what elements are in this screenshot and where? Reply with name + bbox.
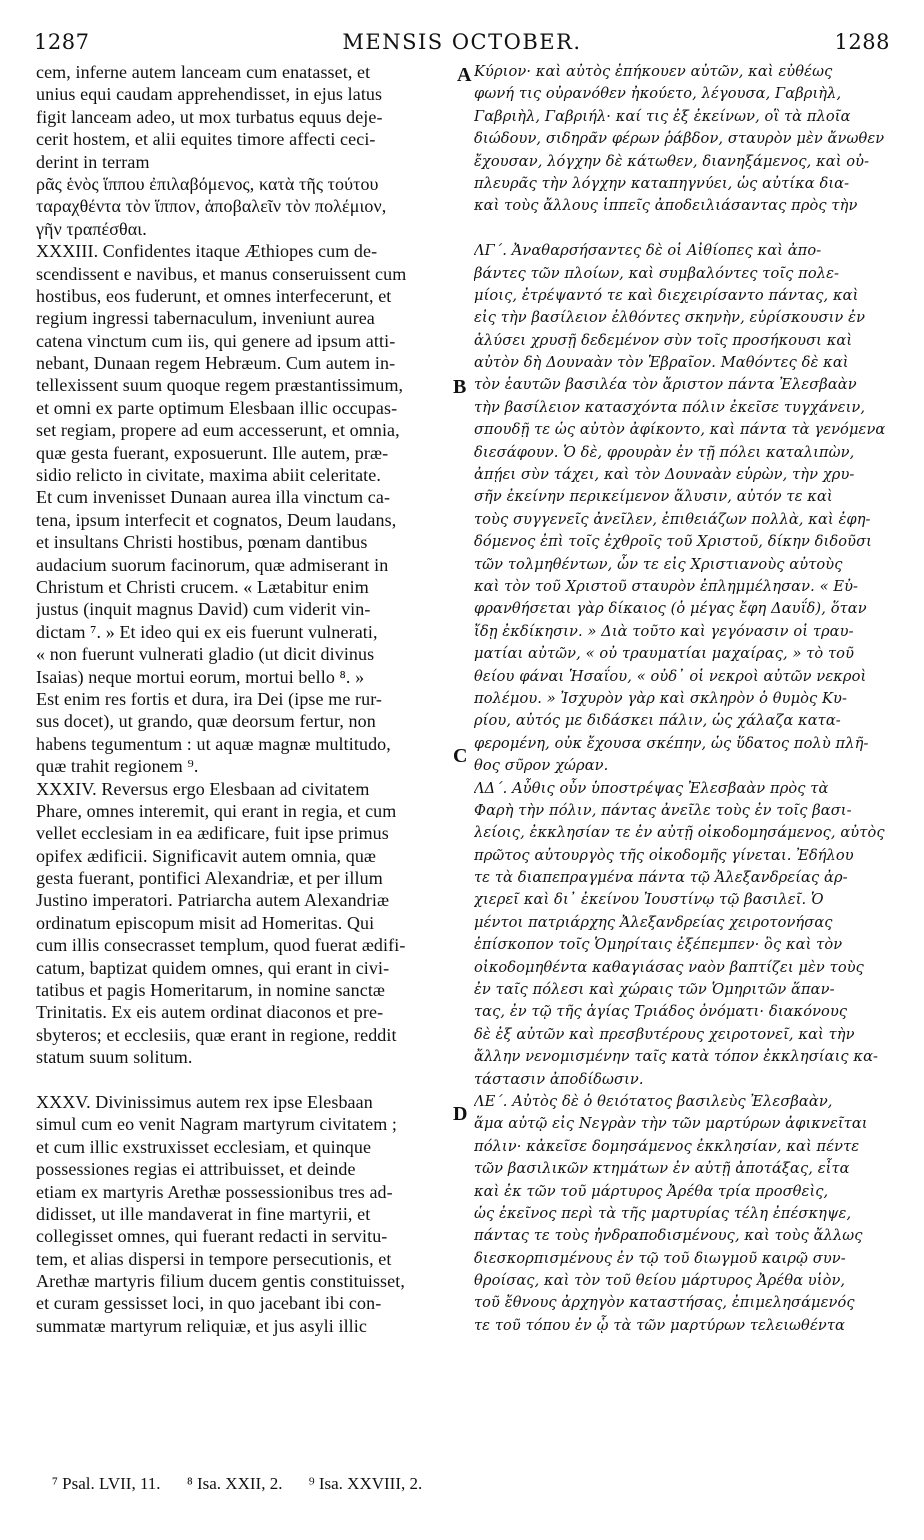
latin-text-line: figit lanceam adeo, ut mox turbatus equus deje- [36,106,383,127]
latin-text-line: XXXV. Divinissimus autem rex ipse Elesbaan [36,1091,373,1112]
greek-text-line: τῶν βασιλικῶν κτημάτων ἐν αὐτῇ ἀποτάξας, εἶτα [474,1160,850,1178]
latin-text-line: Trinitatis. Ex eis autem ordinat diaconos et pre- [36,1002,384,1023]
latin-text-line: summatæ martyrum reliquiæ, et jus asyli illic [36,1315,367,1336]
latin-text-line: didisset, ut ille mandaverat in fine martyrii, et [36,1203,371,1224]
latin-text-line: XXXIII. Confidentes itaque Æthiopes cum de- [36,241,378,262]
latin-text-line: sbyteros; et ecclesiis, quæ erant in regione, reddit [36,1024,397,1045]
greek-text-line: δόμενος ἐπὶ τοῖς ἐχθροῖς τοῦ Χριστοῦ, δίκην διδοῦσι [474,533,872,551]
latin-text-line: gesta fuerant, pontifici Alexandriæ, et per illum [36,868,383,889]
greek-text-line: ἁλύσει χρυσῇ δεδεμένον σὺν τοῖς προσήκουσι καὶ [474,331,853,349]
latin-text-line: sus docet), ut grando, quæ deorsum fertur, non [36,711,376,732]
latin-text-line: simul cum eo venit Nagram martyrum civitatem ; [36,1114,398,1135]
greek-text-line: διεσάφουν. Ὁ δὲ, φρουρὰν ἐν τῇ πόλει καταλιπὼν, [474,443,855,461]
greek-text-line: πάντας τε τοὺς ἠνδραποδισμένους, καὶ τοὺς ἄλλως [474,1227,863,1245]
greek-text-line: ἔχουσαν, λόγχην δὲ κάτωθεν, διανηξάμενος, καὶ οὐ- [474,152,870,170]
latin-text-line: γῆν τραπέσθαι. [36,218,147,239]
greek-text-line: φερομένη, οὐκ ἔχουσα σκέπην, ὡς ὕδατος πολὺ πλῆ- [474,734,869,752]
latin-text-line: « non fuerunt vulnerati gladio (ut dicit divinus [36,644,375,665]
greek-text-line: ἀπῄει σὺν τάχει, καὶ τὸν Δουναὰν εὑρὼν, τὴν χρυ- [474,466,855,484]
greek-text-line: τῶν τολμηθέντων, ὧν τε εἰς Χριστιανοὺς αὐτοὺς [474,555,843,573]
greek-text-line: ΛΕ΄. Αὐτὸς δὲ ὁ θειότατος βασιλεὺς Ἐλεσβαὰν, [474,1092,833,1110]
latin-text-line: Christum et Christi crucem. « Lætabitur enim [36,576,369,597]
greek-text-line: ἐπίσκοπον τοῖς Ὁμηρίταις ἐξέπεμπεν· ὃς καὶ τὸν [474,936,843,954]
latin-text-line: et insultans Christi hostibus, pœnam dantibus [36,532,368,553]
greek-text-line: πόλιν· κἀκεῖσε δομησάμενος ἐκκλησίαν, καὶ πέντε [474,1137,860,1155]
latin-text-line: opifex ædificii. Significavit autem omnia, quæ [36,845,377,866]
greek-text-line: καὶ τοὺς ἄλλους ἱππεῖς ἀποδειλιάσαντας πρὸς τὴν [474,197,858,215]
latin-text-line: Arethæ martyris filium ducem gentis constituisset, [36,1271,405,1292]
margin-letter-d: D [453,1103,468,1125]
greek-text-line: λείοις, ἐκκλησίαν τε ἐν αὐτῇ οἰκοδομησάμενος, αὐτὸς [474,824,885,842]
greek-text-line: σπουδῇ τε ὡς αὐτὸν ἀφίκοντο, καὶ πάντα τὰ γενόμενα [474,421,886,439]
greek-text-line: ἅμα αὐτῷ εἰς Νεγρὰν τὴν τῶν μαρτύρων ἀφικνεῖται [474,1115,868,1133]
greek-text-line: αὐτὸν δὴ Δουναὰν τὸν Ἑβραῖον. Μαθόντες δὲ καὶ [474,354,849,372]
greek-text-line: ρίου, αὐτός με διδάσκει πάλιν, ὡς χάλαζα κατα- [474,712,841,730]
greek-text-line: βάντες τῶν πλοίων, καὶ συμβαλόντες τοῖς πολε- [474,264,840,282]
greek-text-line: μέντοι πατριάρχης Ἀλεξανδρείας χειροτονήσας [474,913,833,931]
footnote-7: ⁷ Psal. LVII, 11. [52,1474,161,1493]
greek-text-line: δὲ ἐξ αὐτῶν καὶ πρεσβυτέρους χειροτονεῖ, καὶ τὴν [474,1025,855,1043]
latin-text-line [36,1069,456,1091]
greek-text-line: θος σῦρον χώραν. [474,757,609,775]
greek-text-line: πολέμου. » Ἰσχυρὸν γὰρ καὶ σκληρὸν ὁ θυμὸς Κυ- [474,689,848,707]
page-number-right: 1288 [834,30,890,54]
latin-text-line: tena, ipsum interfecit et cognatos, Deum laudans, [36,509,397,530]
latin-text-line: justus (inquit magnus David) cum viderit vin- [36,599,371,620]
latin-text-line: tem, et alias dispersi in tempore persecutionis, et [36,1248,392,1269]
footnote-9: ⁹ Isa. XXVIII, 2. [308,1474,423,1493]
greek-text-line: τε τὰ διαπεπραγμένα πάντα τῷ Ἀλεξανδρείας ἀρ- [474,869,848,887]
latin-text-line: quæ trahit regionem ⁹. [36,756,199,777]
greek-text-line: ἴδῃ ἐκδίκησιν. » Διὰ τοῦτο καὶ γεγόνασιν οἱ τραυ- [474,622,854,640]
greek-text-line: διώδουν, σιδηρᾶν φέρων ῥάβδον, σταυρὸν μὲν ἄνωθεν [474,130,885,148]
latin-text-line: quæ gesta fuerant, exposuerunt. Ille autem, præ- [36,442,389,463]
latin-text-line: Est enim res fortis et dura, ira Dei (ipse me rur- [36,688,383,709]
latin-text-line: etiam ex martyris Arethæ possessionibus tres ad- [36,1181,393,1202]
greek-text-line: οἰκοδομηθέντα καθαγιάσας ναὸν βαπτίζει μὲν τοὺς [474,958,864,976]
greek-text-line: τὸν ἑαυτῶν βασιλέα τὸν ἄριστον πάντα Ἐλεσβαὰν [474,376,857,394]
greek-text-line: χιερεῖ καὶ δι᾽ ἐκείνου Ἰουστίνῳ τῷ βασιλεῖ. Ὁ [474,891,824,909]
latin-text-line: scendissent e navibus, et manus conseruissent cum [36,263,407,284]
latin-text-line: ταραχθέντα τὸν ἵππον, ἀποβαλεῖν τὸν πολέμιον, [36,196,387,217]
latin-text-line: tellexissent suum quoque regem præstantissimum, [36,375,404,396]
greek-text-line: ἐν ταῖς πόλεσι καὶ χώραις τῶν Ὁμηριτῶν ἅπαν- [474,981,835,999]
latin-text-line: cem, inferne autem lanceam cum enatasset, et [36,62,371,82]
page-number-left: 1287 [34,30,90,54]
greek-text-line: πλευρᾶς τὴν λόγχην καταπηγνύει, ὡς αὐτίκα δια- [474,174,850,192]
latin-text-line: regium ingressi tabernaculum, inveniunt aurea [36,308,375,329]
greek-text-line: τοὺς συγγενεῖς ἀνεῖλεν, ἐπιθειάζων πολλὰ, καὶ ἐφη- [474,510,871,528]
latin-text-line: catum, baptizat quidem omnes, qui erant in civi- [36,957,390,978]
latin-text-line: tatibus et pagis Homeritarum, in nomine sanctæ [36,980,386,1001]
latin-text-line: cerit hostem, et alii equites timore affecti ceci- [36,129,376,150]
latin-text-line: hostibus, eos fuderunt, et omnes interfecerunt, et [36,285,392,306]
latin-text-line: Phare, omnes interemit, qui erant in regia, et cum [36,800,397,821]
greek-text-line: ὡς ἐκεῖνος περὶ τὰ τῆς μαρτυρίας τέλη ἐπέσκηψε, [474,1204,852,1222]
greek-column [474,61,894,1337]
latin-text-line: derint in terram [36,151,150,172]
latin-column [36,61,456,1337]
latin-text-line: audacium suorum facinorum, quæ admiserant in [36,554,389,575]
footnote-8: ⁸ Isa. XXII, 2. [186,1474,283,1493]
margin-letter-a: A [457,64,472,86]
greek-text-line: Κύριον· καὶ αὐτὸς ἐπήκουεν αὐτῶν, καὶ εὐθέως [474,63,833,80]
greek-text-line: τας, ἐν τῷ τῆς ἁγίας Τριάδος ὀνόματι· διακόνους [474,1003,848,1021]
latin-text-line: nebant, Dunaan regem Hebræum. Cum autem in- [36,353,396,374]
latin-text-line: collegisset omnes, qui fuerant redacti in servitu- [36,1226,388,1247]
latin-text-line: possessiones regias ei attribuisset, et deinde [36,1159,356,1180]
margin-letter-c: C [453,745,468,767]
greek-text-line: καὶ ἐκ τῶν τοῦ μάρτυρος Ἀρέθα τρία προσθεὶς, [474,1182,829,1200]
latin-text-line: Justino imperatori. Patriarcha autem Alexandriæ [36,890,390,911]
greek-text-line: Γαβριὴλ, Γαβριήλ· καί τις ἐξ ἐκείνων, οἳ τὰ πλοῖα [474,107,851,125]
greek-text-line: φρανθήσεται γὰρ δίκαιος (ὁ μέγας ἔφη Δαυΐδ), ὅταν [474,600,867,618]
latin-text-line: set regiam, propere ad eum accesserunt, et omnia, [36,420,400,441]
margin-letter-b: B [453,376,467,398]
greek-text-line: καὶ τὸν τοῦ Χριστοῦ σταυρὸν ἐπλημμέλησαν. « Εὐ- [474,577,859,595]
greek-text-line: θείου φάναι Ἡσαΐου, « οὐδ᾽ οἱ νεκροὶ αὐτῶν νεκροὶ [474,667,867,685]
latin-text-line: et cum illic exstruxisset ecclesiam, et quinque [36,1136,372,1157]
latin-text-line: vellet ecclesiam in ea ædificare, fuit ipse primus [36,823,389,844]
latin-text-line: dictam ⁷. » Et ideo qui ex eis fuerunt vulnerati, [36,621,378,642]
greek-text-line: σῆν ἐκείνην περικείμενον ἅλυσιν, αὐτόν τε καὶ [474,488,833,506]
greek-text-line: τάστασιν ἀποδίδωσιν. [474,1070,644,1088]
greek-text-line: εἰς τὴν βασίλειον ἐλθόντες σκηνὴν, εὑρίσκουσιν ἐν [474,309,866,327]
footnotes [52,1474,864,1494]
running-title: MENSIS OCTOBER. [342,30,582,54]
latin-text-line: sidio relicto in civitate, maxima abiit celeritate. [36,465,381,486]
latin-text-line: XXXIV. Reversus ergo Elesbaan ad civitatem [36,778,370,799]
greek-text-line: πρῶτος αὐτουργὸς τῆς οἰκοδομῆς γίνεται. Ἐδήλου [474,846,854,864]
running-header [34,30,890,60]
greek-text-line: τοῦ ἔθνους ἀρχηγὸν καταστήσας, ἐπιμελησάμενός [474,1294,855,1312]
latin-text-line: Et cum invenisset Dunaan aurea illa vinctum ca- [36,487,391,508]
greek-text-line: μίοις, ἐτρέψαντό τε καὶ διεχειρίσαντο πάντας, καὶ [474,286,859,304]
latin-text-line: ρᾶς ἑνὸς ἵππου ἐπιλαβόμενος, κατὰ τῆς τούτου [36,173,379,194]
greek-text-line: Φαρὴ τὴν πόλιν, πάντας ἀνεῖλε τοὺς ἐν τοῖς βασι- [474,801,852,819]
greek-text-line: ΛΔ΄. Αὖθις οὖν ὑποστρέψας Ἐλεσβαὰν πρὸς τὰ [474,779,829,797]
greek-text-line: τὴν βασίλειον κατασχόντα πόλιν ἐκεῖσε τυγχάνειν, [474,398,866,416]
latin-text-line: et curam gessisset loci, in quo jacebant ibi con- [36,1293,382,1314]
latin-text-line: statum suum solitum. [36,1047,193,1068]
greek-text-line: ματίαι αὐτῶν, « οὐ τραυματίαι μαχαίρας, » τὸ τοῦ [474,645,855,663]
latin-text-line: unius equi caudam apprehendisset, in ejus latus [36,84,383,105]
greek-text-line: ἄλλην νενομισμένην ταῖς κατὰ τόπον ἐκκλησίαις κα- [474,1048,879,1066]
latin-text-line: cum illis consecrasset templum, quod fuerat ædifi- [36,935,406,956]
latin-text-line: ordinatum episcopum misit ad Homeritas. Qui [36,912,375,933]
latin-text-line: habens tegumentum : ut aquæ magnæ multitudo, [36,733,391,754]
latin-text-line: Isaias) neque mortui eorum, mortui bello ⁸. » [36,666,365,687]
latin-text-line: catena vinctum cum iis, qui genere ad ipsum atti- [36,330,396,351]
greek-text-line [474,218,894,240]
greek-text-line: ΛΓ΄. Ἀναθαρσήσαντες δὲ οἱ Αἰθίοπες καὶ ἀπο- [474,242,822,260]
greek-text-line: διεσκορπισμένους ἐν τῷ τοῦ διωγμοῦ καιρῷ συν- [474,1249,846,1267]
greek-text-line: τε τοῦ τόπου ἐν ᾧ τὰ τῶν μαρτύρων τελειωθέντα [474,1316,845,1334]
greek-text-line: θροίσας, καὶ τὸν τοῦ θείου μάρτυρος Ἀρέθα υἱὸν, [474,1272,846,1290]
latin-text-line: et omni ex parte optimum Elesbaan illic occupas- [36,397,398,418]
greek-text-line: φωνή τις οὐρανόθεν ἠκούετο, λέγουσα, Γαβριὴλ, [474,85,842,103]
